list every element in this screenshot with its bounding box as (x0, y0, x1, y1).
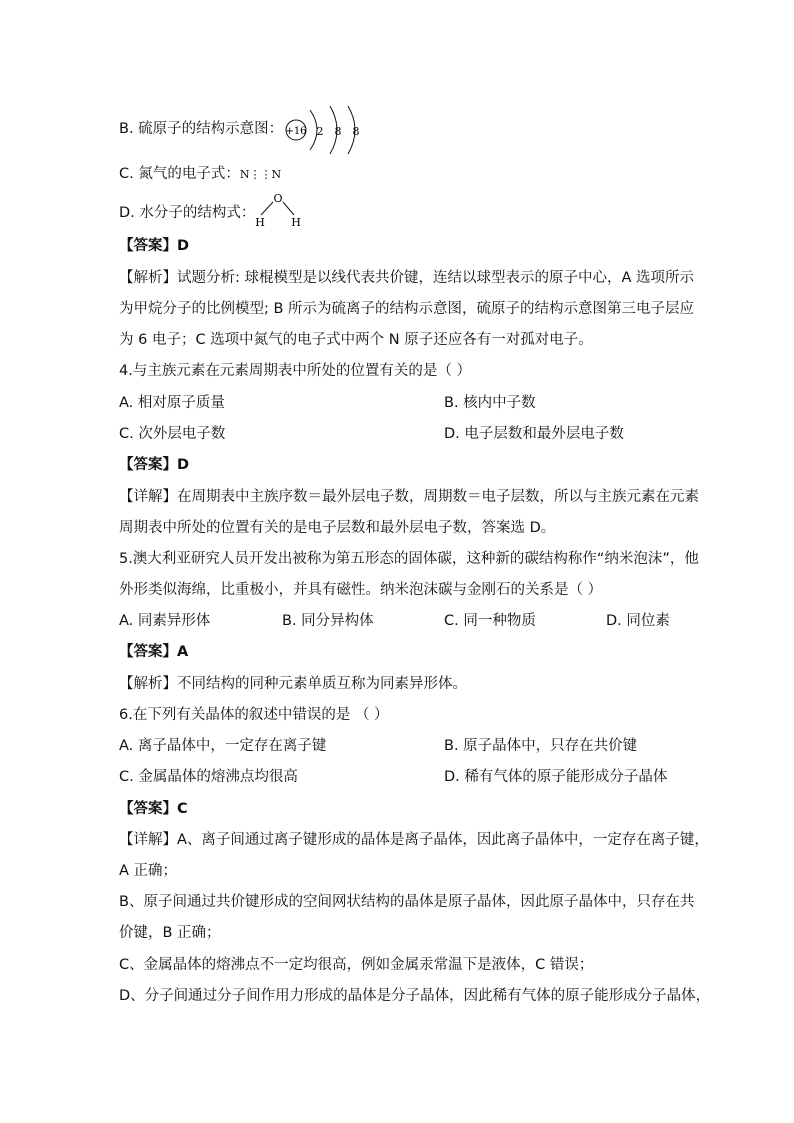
shell-count-2: 8 (334, 125, 342, 138)
q3-option-d-label: D. 水分子的结构式： (119, 205, 256, 221)
q5-stem-line-2: 外形类似海绵，比重极小，并具有磁性。纳米泡沫碳与金刚石的关系是（ ） (119, 582, 603, 598)
q6-detail-a-line-1: 【详解】A、离子间通过离子键形成的晶体是离子晶体，因此离子晶体中，一定存在离子键， (119, 832, 709, 848)
q3-answer: 【答案】D (119, 238, 190, 254)
q3-analysis-line-2: 为甲烷分子的比例模型; B 所示为硫离子的结构示意图，硫原子的结构示意图第三电子层应 (119, 301, 695, 317)
q3-analysis-line-1: 【解析】试题分析: 球棍模型是以线代表共价键，连结以球型表示的原子中心，A 选项所示 (119, 270, 695, 286)
q6-detail-b-line-1: B、原子间通过共价键形成的空间网状结构的晶体是原子晶体，因此原子晶体中，只存在共 (119, 894, 695, 910)
q6-option-b: B. 原子晶体中，只存在共价键 (444, 738, 638, 754)
q3-option-b (119, 119, 283, 139)
q4-stem: 4.与主族元素在元素周期表中所处的位置有关的是（ ） (119, 363, 471, 379)
q5-analysis: 【解析】不同结构的同种元素单质互称为同素异形体。 (119, 676, 467, 692)
q4-option-d: D. 电子层数和最外层电子数 (444, 426, 624, 442)
q6-detail-c: C、金属晶体的熔沸点不一定均很高，例如金属汞常温下是液体，C 错误； (119, 957, 594, 973)
q6-detail-a-line-2: A 正确； (119, 863, 178, 879)
q5-option-a: A. 同素异形体 (119, 613, 211, 629)
q4-option-c: C. 次外层电子数 (119, 426, 226, 442)
q6-option-a: A. 离子晶体中，一定存在离子键 (119, 738, 327, 754)
sulfur-atom-diagram (280, 104, 370, 156)
q3-option-b-label: B. 硫原子的结构示意图： (119, 121, 284, 137)
shell-count-1: 2 (316, 125, 324, 138)
q3-analysis-line-3: 为 6 电子；C 选项中氮气的电子式中两个 N 原子还应各有一对孤对电子。 (119, 332, 593, 348)
q4-answer: 【答案】D (119, 457, 190, 473)
q5-answer: 【答案】A (119, 644, 189, 660)
q6-option-c: C. 金属晶体的熔沸点均很高 (119, 769, 298, 785)
q6-answer: 【答案】C (119, 801, 188, 817)
q5-option-c: C. 同一种物质 (444, 613, 536, 629)
oxygen-atom: O (273, 192, 283, 205)
q5-stem-line-1: 5.澳大利亚研究人员开发出被称为第五形态的固体碳，这种新的碳结构称作“纳米泡沫”，他 (119, 551, 699, 567)
bond-left (261, 202, 273, 215)
water-structure-diagram (250, 190, 310, 232)
q4-option-b: B. 核内中子数 (444, 395, 536, 411)
q3-option-c-label: C. 氮气的电子式： (119, 166, 240, 182)
q6-option-d: D. 稀有气体的原子能形成分子晶体 (444, 769, 668, 785)
q4-detail-line-2: 周期表中所处的位置有关的是电子层数和最外层电子数，答案选 D。 (119, 520, 556, 536)
q4-detail-line-1: 【详解】在周期表中主族序数＝最外层电子数，周期数＝电子层数，所以与主族元素在元素 (119, 489, 699, 505)
nucleus-charge: +16 (285, 126, 307, 137)
nitrogen-electron-formula: N⋮⋮N (239, 168, 282, 181)
q3-option-c (119, 164, 281, 185)
q5-option-d: D. 同位素 (606, 613, 670, 629)
hydrogen-right: H (291, 216, 301, 229)
q3-option-d (119, 203, 255, 223)
q5-option-b: B. 同分异构体 (282, 613, 374, 629)
hydrogen-left: H (255, 216, 265, 229)
q6-detail-d: D、分子间通过分子间作用力形成的晶体是分子晶体，因此稀有气体的原子能形成分子晶体， (119, 988, 711, 1004)
shell-count-3: 8 (352, 125, 360, 138)
q4-option-a: A. 相对原子质量 (119, 395, 225, 411)
bond-right (283, 202, 294, 215)
q6-stem: 6.在下列有关晶体的叙述中错误的是 （ ） (119, 707, 389, 723)
q6-detail-b-line-2: 价键，B 正确； (119, 925, 221, 941)
